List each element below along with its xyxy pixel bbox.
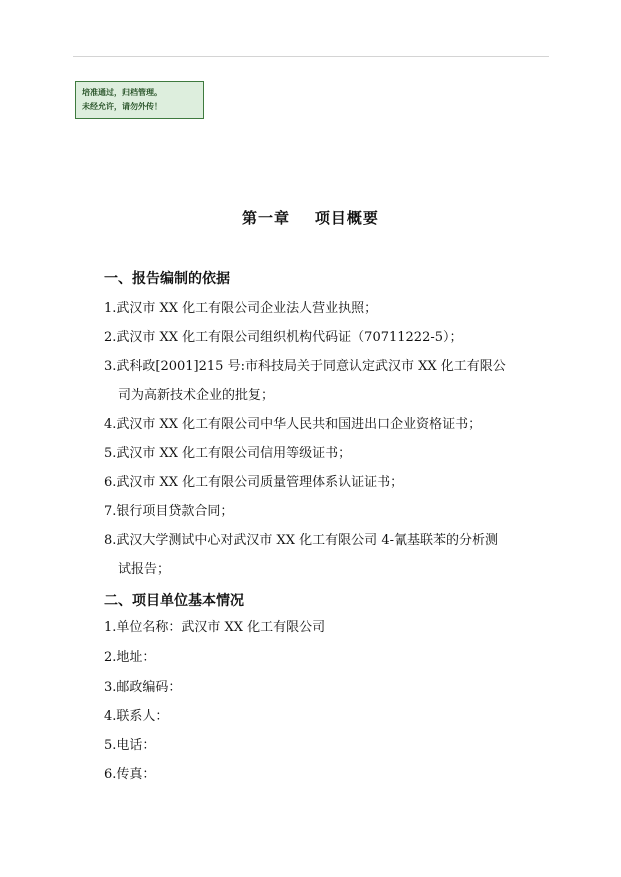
basis-item-1 <box>104 294 549 323</box>
basis-item-4 <box>104 410 549 439</box>
archive-stamp <box>75 81 204 119</box>
basis-item-3-continued <box>104 381 549 410</box>
stamp-line-2: 未经允许，请勿外传！ <box>82 102 162 111</box>
item-number: 6. <box>104 475 117 490</box>
item-text: 邮政编码： <box>116 680 182 695</box>
item-number: 8. <box>104 533 117 548</box>
item-text-continued: 司为高新技术企业的批复； <box>118 388 275 403</box>
item-number: 2. <box>104 650 117 665</box>
item-text: 武汉市 XX 化工有限公司组织机构代码证（70711222-5）； <box>116 330 463 345</box>
item-text: 电话： <box>116 738 156 753</box>
item-text: 地址： <box>116 650 156 665</box>
item-number: 6. <box>104 767 117 782</box>
stamp-line-1: 培准通过，归档管理。 <box>82 88 162 97</box>
item-number: 1. <box>104 620 117 635</box>
unit-info-item-phone <box>104 731 549 760</box>
item-text: 武汉市 XX 化工有限公司中华人民共和国进出口企业资格证书； <box>116 417 482 432</box>
unit-info-item-contact <box>104 702 549 731</box>
item-number: 1. <box>104 301 117 316</box>
unit-info-item-name <box>104 613 549 642</box>
item-number: 5. <box>104 738 117 753</box>
basis-item-2 <box>104 323 549 352</box>
item-number: 5. <box>104 446 117 461</box>
item-text: 单位名称：武汉市 XX 化工有限公司 <box>116 620 326 635</box>
item-number: 3. <box>104 359 117 374</box>
item-number: 4. <box>104 417 117 432</box>
item-text-continued: 试报告； <box>118 562 171 577</box>
item-text: 武汉市 XX 化工有限公司企业法人营业执照； <box>116 301 378 316</box>
basis-item-3 <box>104 352 549 381</box>
item-number: 3. <box>104 680 117 695</box>
chapter-title: 第一章 项目概要 <box>242 209 379 227</box>
item-text: 联系人： <box>116 709 169 724</box>
item-text: 武汉市 XX 化工有限公司质量管理体系认证证书； <box>116 475 404 490</box>
item-text: 武汉大学测试中心对武汉市 XX 化工有限公司 4-氰基联苯的分析测 <box>116 533 498 548</box>
item-text: 银行项目贷款合同； <box>116 504 234 519</box>
item-number: 7. <box>104 504 117 519</box>
basis-item-7 <box>104 497 549 526</box>
item-number: 4. <box>104 709 117 724</box>
basis-item-8-continued <box>104 555 549 584</box>
item-number: 2. <box>104 330 117 345</box>
item-text: 传真： <box>116 767 156 782</box>
item-text: 武汉市 XX 化工有限公司信用等级证书； <box>116 446 352 461</box>
unit-info-item-postcode <box>104 673 549 702</box>
basis-item-5 <box>104 439 549 468</box>
header-rule <box>73 56 549 57</box>
section-heading-basis: 一、报告编制的依据 <box>104 271 230 287</box>
item-text: 武科政[2001]215 号:市科技局关于同意认定武汉市 XX 化工有限公 <box>116 359 506 374</box>
unit-info-item-address <box>104 643 549 672</box>
basis-item-8 <box>104 526 549 555</box>
unit-info-item-fax <box>104 760 549 789</box>
basis-item-6 <box>104 468 549 497</box>
section-heading-unit-info: 二、项目单位基本情况 <box>104 593 244 609</box>
